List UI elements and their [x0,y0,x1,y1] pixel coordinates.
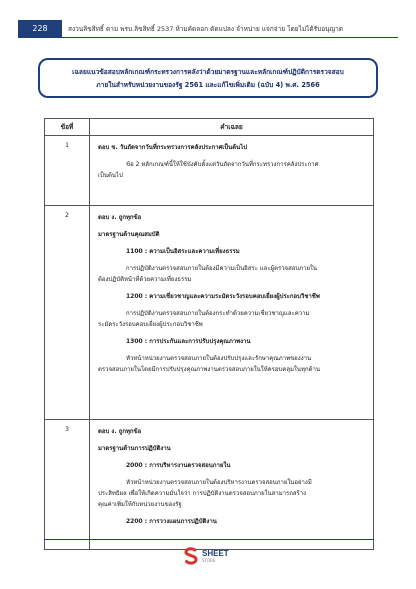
sheet-logo-icon [183,547,199,565]
column-header-answer: คำเฉลย [90,119,374,136]
answer-line: มาตรฐานด้านคุณสมบัติ [98,231,160,238]
page-header [18,20,398,38]
answer-line: มาตรฐานด้านการปฏิบัติงาน [98,445,171,452]
answer-line: ตรวจสอบภายในโดยมีการปรับปรุงคุณภาพงานตรวจสอบภายในให้ครอบคลุมในทุกด้าน [98,366,320,373]
answer-line: เป็นต้นไป [98,172,123,179]
answer-line: ต้องปฏิบัติหน้าที่ด้วยความเที่ยงธรรม [98,276,192,283]
question-number: 2 [45,206,90,420]
footer-rule [44,539,374,540]
answer-cell [90,206,374,420]
logo-subtext: STORE [202,558,216,563]
answer-line: 2000 : การบริหารงานตรวจสอบภายใน [126,462,231,469]
page-number: 228 [18,20,62,38]
answer-line: ข้อ 2 หลักเกณฑ์นี้ให้ใช้บังคับตั้งแต่วันถัดจากวันที่กระทรวงการคลังประกาศ [126,161,319,168]
answer-line: 1300 : การประกันและการปรับปรุงคุณภาพงาน [126,338,251,345]
document-title-box [38,58,378,98]
column-header-no: ข้อที่ [45,119,90,136]
table-row [45,136,374,206]
answer-line: คุณค่าเพิ่มให้กับหน่วยงานของรัฐ [98,501,182,508]
answer-line: ตอบ ง. ถูกทุกข้อ [98,214,142,221]
sheet-store-logo [183,547,229,565]
title-line-2: ภายในสำหรับหน่วยงานของรัฐ 2561 และแก้ไขเพิ่มเติม (ฉบับ 4) พ.ศ. 2566 [96,81,320,89]
answer-line: ตอบ ข. วันถัดจากวันที่กระทรวงการคลังประกาศเป็นต้นไป [98,144,248,151]
answer-line: หัวหน้าหน่วยงานตรวจสอบภายในต้องบริหารงานตรวจสอบภายในอย่างมี [126,479,312,486]
answer-line: 1100 : ความเป็นอิสระและความเที่ยงธรรม [126,248,240,255]
logo-word: SHEET [202,549,229,558]
question-number: 1 [45,136,90,206]
running-title: สงวนลิขสิทธิ์ ตาม พรบ.ลิขสิทธิ์ 2537 ห้ามคัดลอก ดัดแปลง จำหน่าย แจกจ่าย โดยไม่ได้รับอนุญาต [62,20,398,38]
table-header-row [45,119,374,136]
logo-wordmark [202,549,229,563]
title-line-1: เฉลยแนวข้อสอบหลักเกณฑ์กระทรวงการคลังว่าด้วยมาตรฐานและหลักเกณฑ์ปฏิบัติการตรวจสอบ [72,68,344,76]
answer-line: หัวหน้าหน่วยงานตรวจสอบภายในต้องปรับปรุงและรักษาคุณภาพของงาน [126,355,312,362]
answer-line: ตอบ ง. ถูกทุกข้อ [98,428,142,435]
table-row [45,206,374,420]
answer-cell [90,420,374,550]
answer-table [44,118,374,550]
answer-line: ประสิทธิผล เพื่อให้เกิดความมั่นใจว่า การปฏิบัติงานตรวจสอบภายในสามารถสร้าง [98,490,307,497]
answer-line: ระมัดระวังรอบคอบเยี่ยงผู้ประกอบวิชาชีพ [98,321,203,328]
answer-cell [90,136,374,206]
answer-line: การปฏิบัติงานตรวจสอบภายในต้องกระทำด้วยความเชี่ยวชาญและความ [126,310,310,317]
table-row [45,420,374,550]
answer-line: การปฏิบัติงานตรวจสอบภายในต้องมีความเป็นอิสระ และผู้ตรวจสอบภายใน [126,265,318,272]
answer-line: 1200 : ความเชี่ยวชาญและความระมัดระวังรอบคอบเยี่ยงผู้ประกอบวิชาชีพ [126,293,320,300]
question-number: 3 [45,420,90,550]
answer-line: 2200 : การวางแผนการปฏิบัติงาน [126,518,217,525]
